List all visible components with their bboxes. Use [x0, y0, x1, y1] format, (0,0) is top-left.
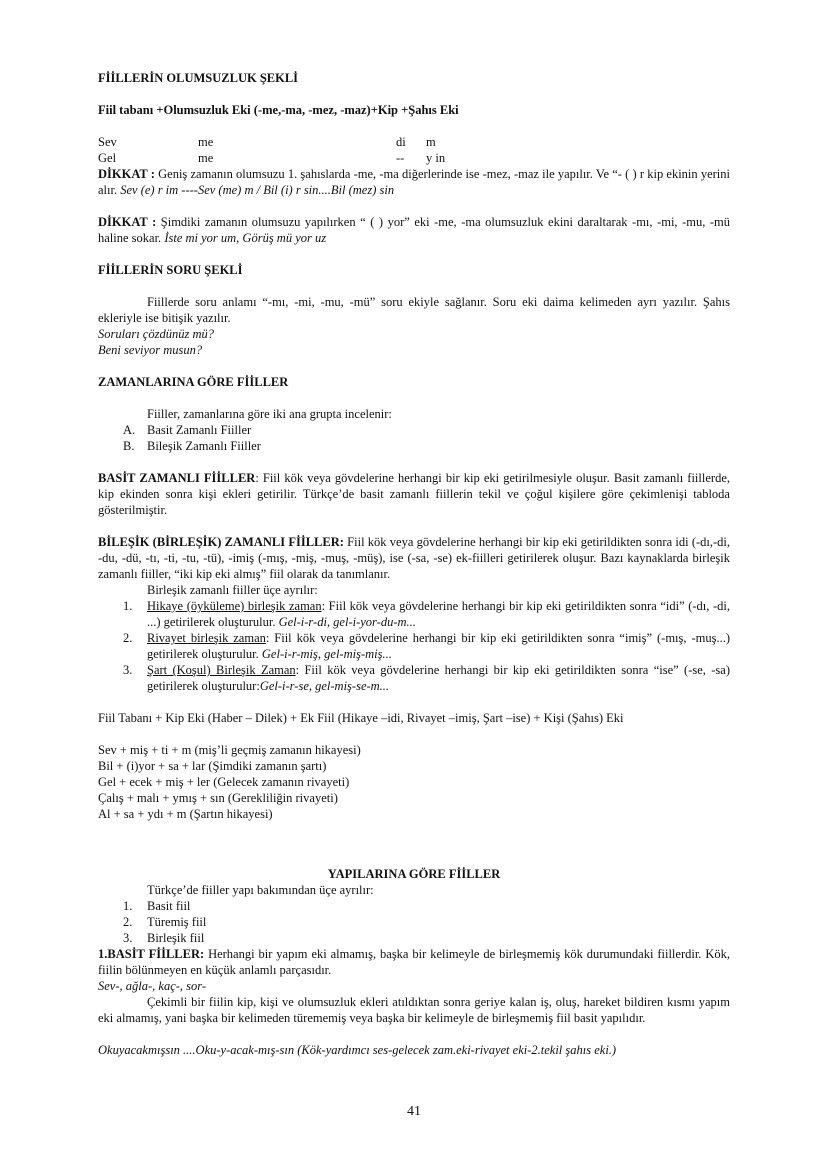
table-cell: me — [198, 151, 214, 165]
example-line: Sev + miş + ti + m (miş’li geçmiş zamanın hikayesi) — [98, 743, 361, 757]
page-number: 41 — [407, 1104, 421, 1119]
table-cell: m — [426, 135, 436, 149]
table-cell: di — [396, 135, 406, 149]
table-row — [98, 150, 445, 166]
example-line: Bil + (i)yor + sa + lar (Şimdiki zamanın şartı) — [98, 759, 327, 773]
example-line: Çalış + malı + ymış + sın (Gerekliliğin rivayeti) — [98, 791, 338, 805]
note-example: İste mi yor um, Görüş mü yor uz — [164, 231, 327, 245]
term-text: : Fiil kök veya gövdelerine herhangi bir kip eki getirildikten sonra “imiş” (-mış, -muş...) getirilerek oluşturulur. — [147, 631, 730, 661]
note-text: Geniş zamanın olumsuzu 1. şahıslarda -me, -ma diğerlerinde ise -mez, -maz ile yapılır. Ve “- ( ) r kip ekinin yerini alır. — [98, 167, 731, 197]
list-number: B. — [123, 439, 135, 453]
example-text: Gel-i-r-miş, gel-miş-miş... — [261, 647, 392, 661]
conjugation-table — [98, 134, 445, 166]
body-paragraph: Türkçe’de fiiller yapı bakımından üçe ayrılır: — [147, 883, 374, 897]
list — [98, 422, 730, 454]
list-item — [98, 422, 730, 438]
list-text — [147, 598, 730, 630]
list-item — [98, 898, 730, 914]
term-underlined: Şart (Koşul) Birleşik Zaman — [147, 663, 296, 677]
list-text: Birleşik fiil — [147, 931, 205, 945]
example-text: Okuyacakmışsın ....Oku-y-acak-mış-sın (Kök-yardımcı ses-gelecek zam.eki-rivayet eki-2.tekil şahıs eki.) — [98, 1043, 617, 1057]
list-number: 1. — [123, 899, 133, 913]
term-underlined: Rivayet birleşik zaman — [147, 631, 266, 645]
term-text: : Fiil kök veya gövdelerine herhangi bir kip eki getirilmesiyle oluşur. Basit zamanlı fiillerde, kip ekinden sonra kişi ekleri getirilir. Türkçe’de basit zamanlı fiillerin tekil ve çoğul kişilere göre çekimlenişi tabloda gösterilmiştir. — [98, 471, 730, 517]
list-text: Bileşik Zamanlı Fiiller — [147, 439, 261, 453]
list-text — [147, 662, 730, 694]
example-line: Al + sa + ydı + m (Şartın hikayesi) — [98, 807, 273, 821]
section-title: ZAMANLARINA GÖRE FİİLLER — [98, 375, 289, 389]
example-line: Gel + ecek + miş + ler (Gelecek zamanın rivayeti) — [98, 775, 350, 789]
body-paragraph: Çekimli bir fiilin kip, kişi ve olumsuzluk ekleri atıldıktan sonra geriye kalan iş, oluş, hareket bildiren kısmı yapım eki almamış, yani başka bir kelimeden türememiş veya başka bir kelimeyle de birleşmemiş fiil basit yapılıdır. — [98, 995, 730, 1025]
note-label: DİKKAT : — [98, 167, 155, 181]
list-text: Basit fiil — [147, 899, 191, 913]
list-number: A. — [123, 423, 136, 437]
list-number: 3. — [123, 931, 133, 945]
body-paragraph — [98, 946, 730, 978]
body-paragraph: Fiiller, zamanlarına göre iki ana grupta incelenir: — [147, 407, 392, 421]
term-text: Fiil kök veya gövdelerine herhangi bir kip eki getirildikten sonra idi (-dı,-di, -du, -dü, -tı, -ti, -tu, -tü), -imiş (-mış, -miş, -muş, -müş), ise (-sa, -se) ek-fiilleri getirilerek oluşur. Bazı kaynaklarda birleşik zamanlı fiiller, “iki kip eki almış” fiil olarak da tanımlanır. — [98, 535, 731, 581]
term-label: BİLEŞİK (BİRLEŞİK) ZAMANLI FİİLLER: — [98, 535, 344, 549]
formula: Fiil tabanı +Olumsuzluk Eki (-me,-ma, -mez, -maz)+Kip +Şahıs Eki — [98, 103, 459, 117]
example-text: Gel-i-r-se, gel-miş-se-m... — [259, 679, 390, 693]
list-item — [98, 662, 730, 694]
example-text: Soruları çözdünüz mü? — [98, 327, 214, 341]
list-item — [98, 914, 730, 930]
table-cell: Sev — [98, 135, 117, 149]
list-item — [98, 598, 730, 630]
term-text: Herhangi bir yapım eki almamış, başka bir kelimeyle de birleşmemiş kök durumundaki fiillerdir. Kök, fiilin bölünmeyen en küçük anlamlı parçasıdır. — [98, 947, 730, 977]
list — [98, 898, 730, 946]
note-text: Şimdiki zamanın olumsuzu yapılırken “ ( ) yor” eki -me, -ma olumsuzluk ekini daraltarak -mı, -mi, -mu, -mü haline sokar. — [98, 215, 731, 245]
term-underlined: Hikaye (öyküleme) birleşik zaman — [147, 599, 322, 613]
example-text: Gel-i-r-di, gel-i-yor-du-m... — [278, 615, 416, 629]
table-cell: Gel — [98, 151, 117, 165]
term-text: : Fiil kök veya gövdelerine herhangi bir kip eki getirildikten sonra “ise” (-se, -sa) getirilerek oluşturulur: — [147, 663, 730, 693]
table-row — [98, 134, 445, 150]
list — [98, 598, 730, 694]
list-item — [98, 930, 730, 946]
note-paragraph — [98, 166, 730, 198]
note-paragraph — [98, 214, 730, 246]
list-text — [147, 630, 730, 662]
list-number: 2. — [123, 631, 133, 645]
example-text: Sev-, ağla-, kaç-, sor- — [98, 979, 207, 993]
list-number: 2. — [123, 915, 133, 929]
list-number: 1. — [123, 599, 133, 613]
section-title: FİİLLERİN SORU ŞEKLİ — [98, 263, 243, 277]
section-title: FİİLLERİN OLUMSUZLUK ŞEKLİ — [98, 71, 299, 85]
note-example: Sev (e) r im ----Sev (me) m / Bil (i) r sin....Bil (mez) sin — [120, 183, 395, 197]
list-item — [98, 630, 730, 662]
formula: Fiil Tabanı + Kip Eki (Haber – Dilek) + Ek Fiil (Hikaye –idi, Rivayet –imiş, Şart –ise) + Kişi (Şahıs) Eki — [98, 711, 624, 725]
table-cell: -- — [396, 151, 405, 165]
list-text: Türemiş fiil — [147, 915, 207, 929]
list-item — [98, 438, 730, 454]
term-label: BASİT ZAMANLI FİİLLER — [98, 471, 256, 485]
list-text: Basit Zamanlı Fiiller — [147, 423, 252, 437]
section-title: YAPILARINA GÖRE FİİLLER — [327, 867, 501, 881]
table-cell: me — [198, 135, 214, 149]
body-paragraph — [98, 534, 730, 582]
table-cell: y in — [426, 151, 446, 165]
note-label: DİKKAT : — [98, 215, 157, 229]
example-text: Beni seviyor musun? — [98, 343, 203, 357]
body-paragraph: Fiillerde soru anlamı “-mı, -mi, -mu, -mü” soru ekiyle sağlanır. Soru eki daima kelimeden ayrı yazılır. Şahıs ekleriyle ise bitişik yazılır. — [98, 295, 730, 325]
document-page — [98, 70, 730, 1058]
body-paragraph: Birleşik zamanlı fiiller üçe ayrılır: — [147, 583, 318, 597]
body-paragraph — [98, 470, 730, 518]
term-text: : Fiil kök veya gövdelerine herhangi bir kip eki getirildikten sonra “idi” (-dı, -di, ...) getirilerek oluşturulur. — [147, 599, 731, 629]
term-label: 1.BASİT FİİLLER: — [98, 947, 205, 961]
list-number: 3. — [123, 663, 133, 677]
